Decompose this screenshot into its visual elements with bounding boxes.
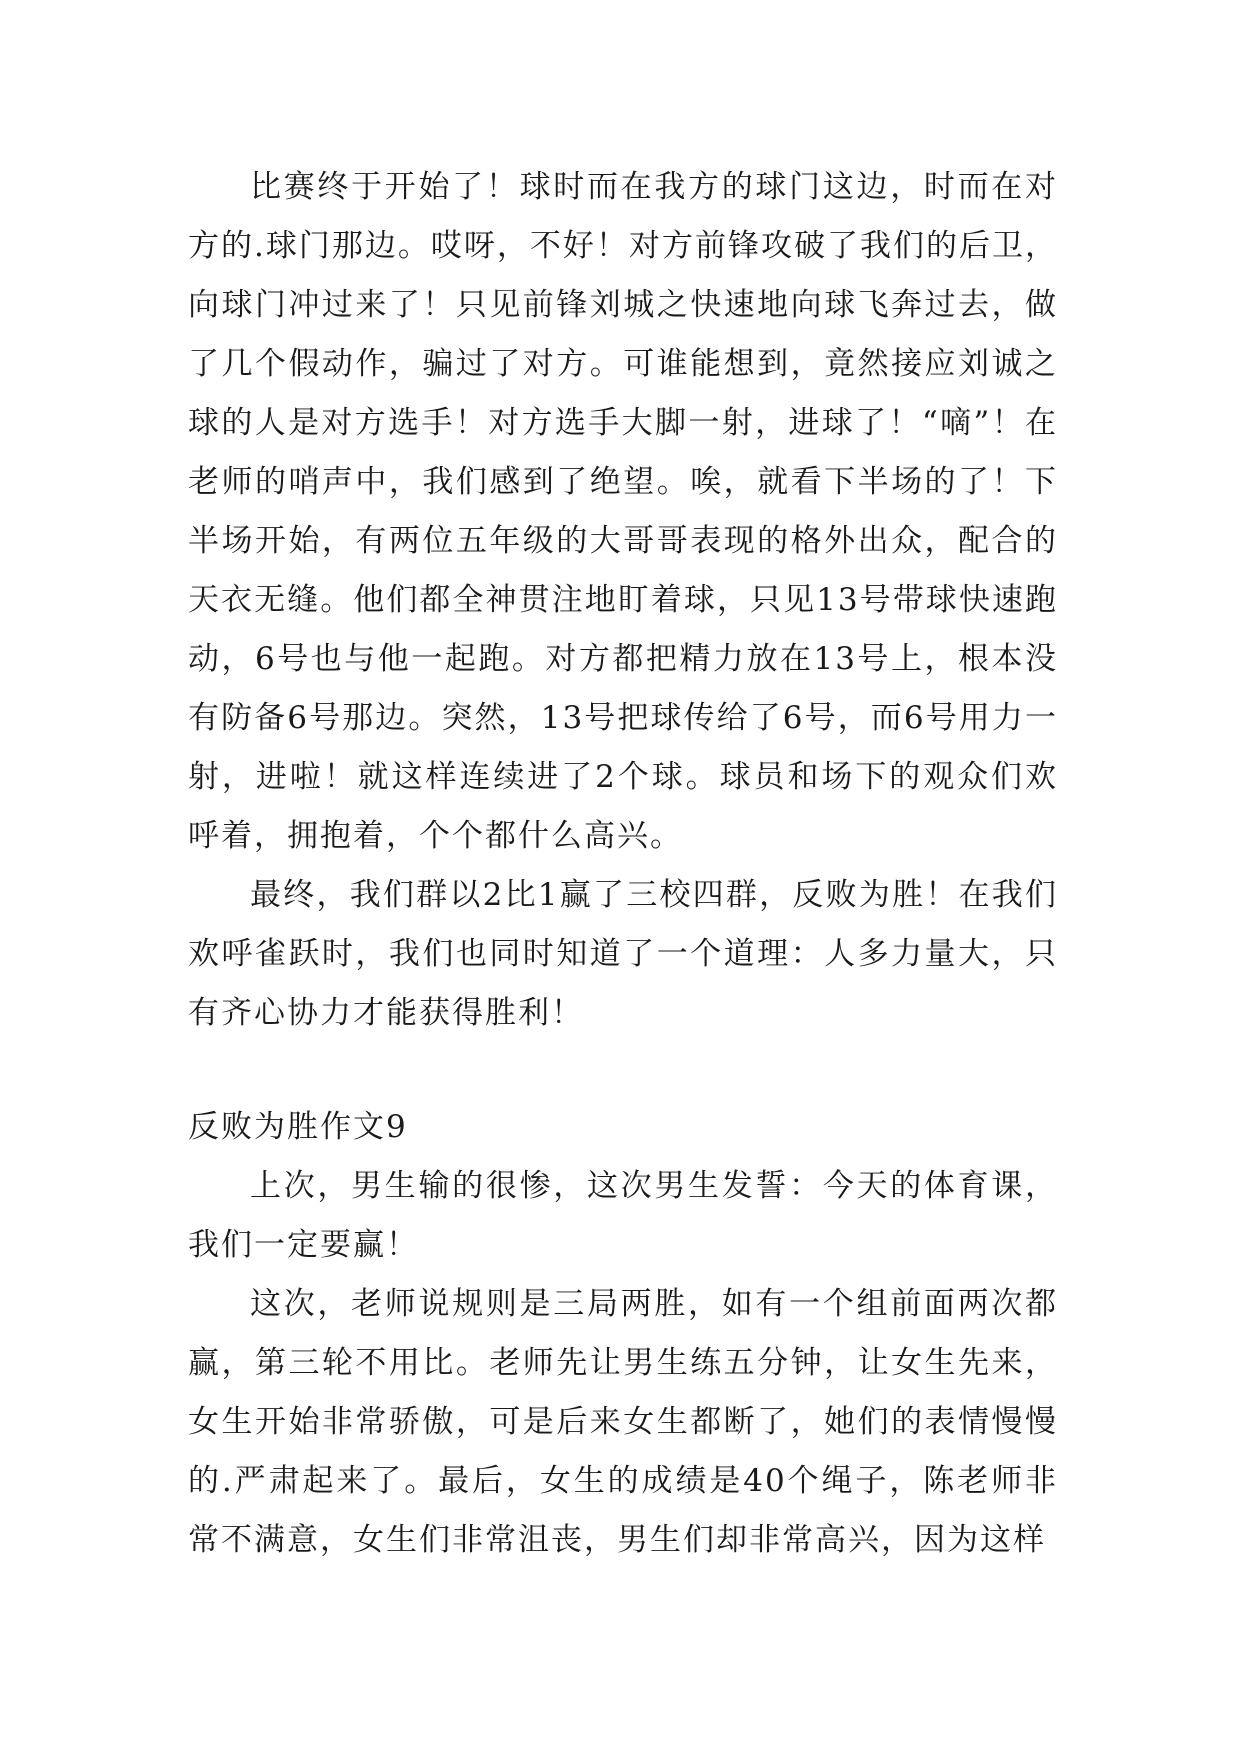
document-body <box>188 158 1058 1570</box>
paragraph-final-result: 最终，我们群以2比1赢了三校四群，反败为胜！在我们欢呼雀跃时，我们也同时知道了一个道理：人多力量大，只有齐心协力才能获得胜利！ <box>188 877 1058 1031</box>
paragraph-boys-vow: 上次，男生输的很惨，这次男生发誓：今天的体育课，我们一定要赢！ <box>188 1168 1058 1263</box>
paragraph-match-start: 比赛终于开始了！球时而在我方的球门这边，时而在对方的.球门那边。哎呀，不好！对方前锋攻破了我们的后卫，向球门冲过来了！只见前锋刘城之快速地向球飞奔过去，做了几个假动作，骗过了对方。可谁能想到，竟然接应刘诚之球的人是对方选手！对方选手大脚一射，进球了！“嘀”！在老师的哨声中，我们感到了绝望。唉，就看下半场的了！下半场开始，有两位五年级的大哥哥表现的格外出众，配合的天衣无缝。他们都全神贯注地盯着球，只见13号带球快速跑动，6号也与他一起跑。对方都把精力放在13号上，根本没有防备6号那边。突然，13号把球传给了6号，而6号用力一射，进啦！就这样连续进了2个球。球员和场下的观众们欢呼着，拥抱着，个个都什么高兴。 <box>188 169 1058 854</box>
paragraph-rules: 这次，老师说规则是三局两胜，如有一个组前面两次都赢，第三轮不用比。老师先让男生练五分钟，让女生先来，女生开始非常骄傲，可是后来女生都断了，她们的表情慢慢的.严肃起来了。最后，女生的成绩是40个绳子，陈老师非常不满意，女生们非常沮丧，男生们却非常高兴，因为这样 <box>188 1286 1058 1558</box>
section-title: 反败为胜作文9 <box>188 1109 408 1145</box>
